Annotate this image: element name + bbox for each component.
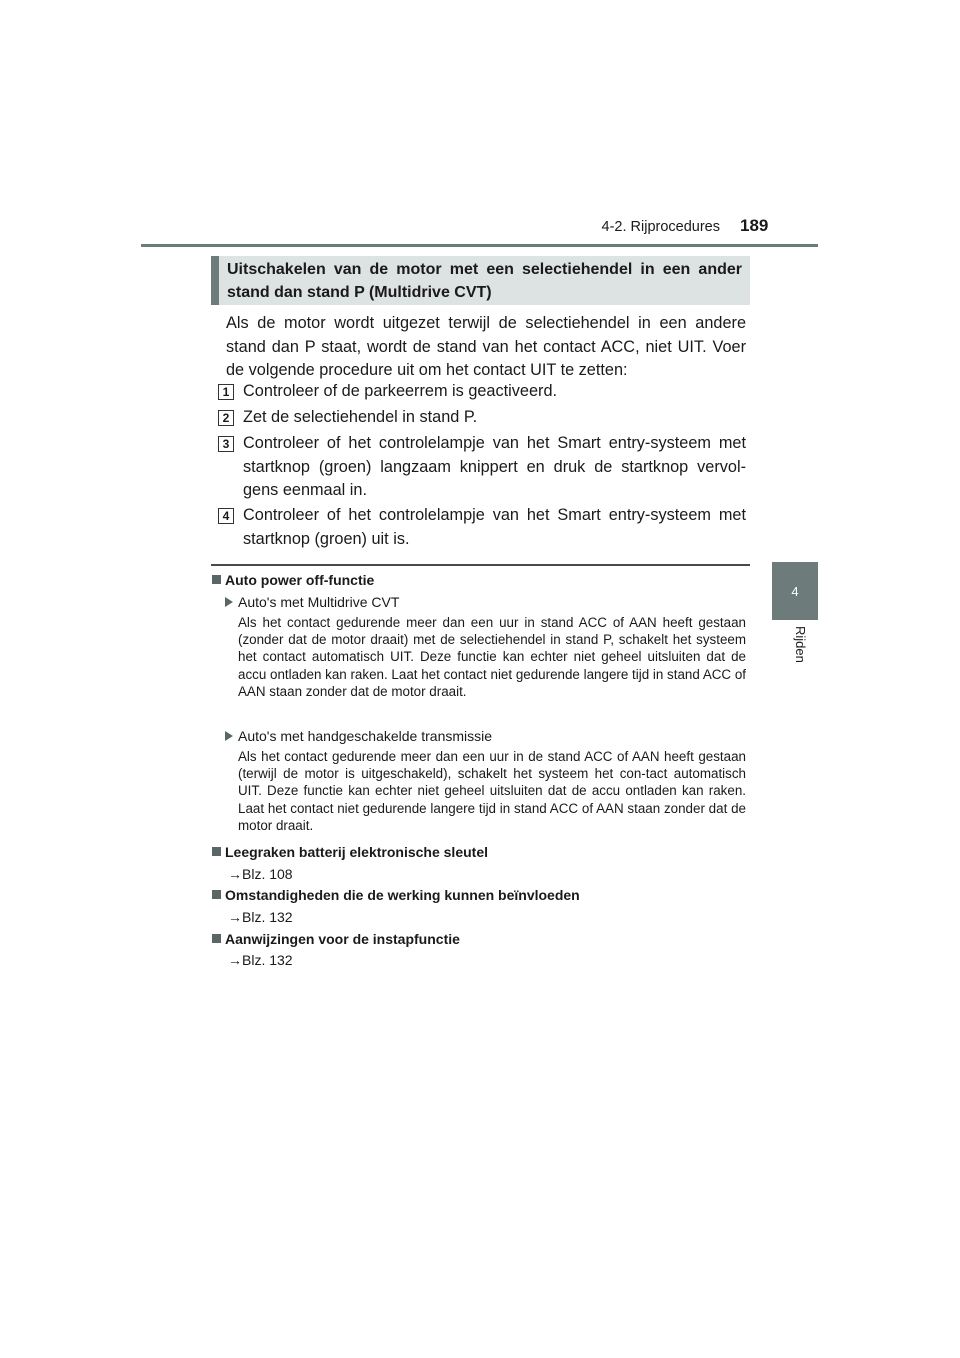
note-heading-battery: Leegraken batterij elektronische sleutel [212, 843, 488, 861]
note-text-manual: Als het contact gedurende meer dan een uur in de stand ACC of AAN heeft gestaan (terwijl de motor is uitgeschakeld), schakelt het systeem het con-tact automatisch UIT. Deze functie kan echter niet geheel uitsluiten dat de accu ontladen kan raken. Laat het contact niet gedurende langere tijd in stand ACC of AAN staan zonder dat de motor draait. [238, 749, 746, 833]
step-text-3: Controleer of het controlelampje van het Smart entry-systeem met startknop (groen) langzaam knippert en druk de startknop vervol-gens eenmaal in. [243, 434, 746, 499]
page-number: 189 [740, 216, 769, 235]
subheading-cvt: Auto's met Multidrive CVT [225, 593, 399, 611]
note-heading-circumstances: Omstandigheden die de werking kunnen beïnvloeden [212, 886, 580, 904]
step-number-4: 4 [218, 508, 234, 524]
square-bullet-icon [212, 890, 221, 899]
note-heading-entry: Aanwijzingen voor de instapfunctie [212, 930, 460, 948]
step-number-1: 1 [218, 384, 234, 400]
page-reference-circumstances[interactable]: →Blz. 132 [228, 909, 293, 925]
note-text-cvt: Als het contact gedurende meer dan een uur in stand ACC of AAN heeft gestaan (zonder dat de motor draait) met de selectiehendel in stand P, schakelt het systeem het contact automatisch UIT. Deze functie kan echter niet geheel uitsluiten dat de accu ontladen kan raken. Laat het contact niet gedurende langere tijd in stand ACC of AAN staan zonder dat de motor draait. [238, 615, 746, 699]
header-section-title: 4-2. Rijprocedures [601, 219, 720, 235]
notes-divider [211, 564, 750, 566]
section-title: Uitschakelen van de motor met een selectiehendel in een ander stand dan stand P (Multidrive CVT) [211, 256, 750, 305]
chapter-label: Rijden [793, 626, 808, 663]
step-text-2: Zet de selectiehendel in stand P. [243, 408, 478, 426]
page-reference-battery[interactable]: →Blz. 108 [228, 866, 293, 882]
square-bullet-icon [212, 575, 221, 584]
square-bullet-icon [212, 934, 221, 943]
subheading-manual: Auto's met handgeschakelde transmissie [225, 727, 492, 745]
note-heading-auto-power-off: Auto power off-functie [212, 571, 374, 589]
page-reference-entry[interactable]: →Blz. 132 [228, 952, 293, 968]
triangle-bullet-icon [225, 731, 233, 741]
header-divider [141, 244, 818, 247]
step-number-2: 2 [218, 410, 234, 426]
step-text-4: Controleer of het controlelampje van het Smart entry-systeem met startknop (groen) uit is. [243, 506, 746, 548]
chapter-tab [772, 562, 818, 620]
step-number-3: 3 [218, 436, 234, 452]
square-bullet-icon [212, 847, 221, 856]
triangle-bullet-icon [225, 597, 233, 607]
step-text-1: Controleer of de parkeerrem is geactiveerd. [243, 382, 558, 400]
chapter-number: 4 [791, 583, 799, 599]
intro-paragraph: Als de motor wordt uitgezet terwijl de selectiehendel in een andere stand dan P staat, wordt de stand van het contact ACC, niet UIT. Voer de volgende procedure uit om het contact UIT te zetten: [226, 314, 746, 379]
